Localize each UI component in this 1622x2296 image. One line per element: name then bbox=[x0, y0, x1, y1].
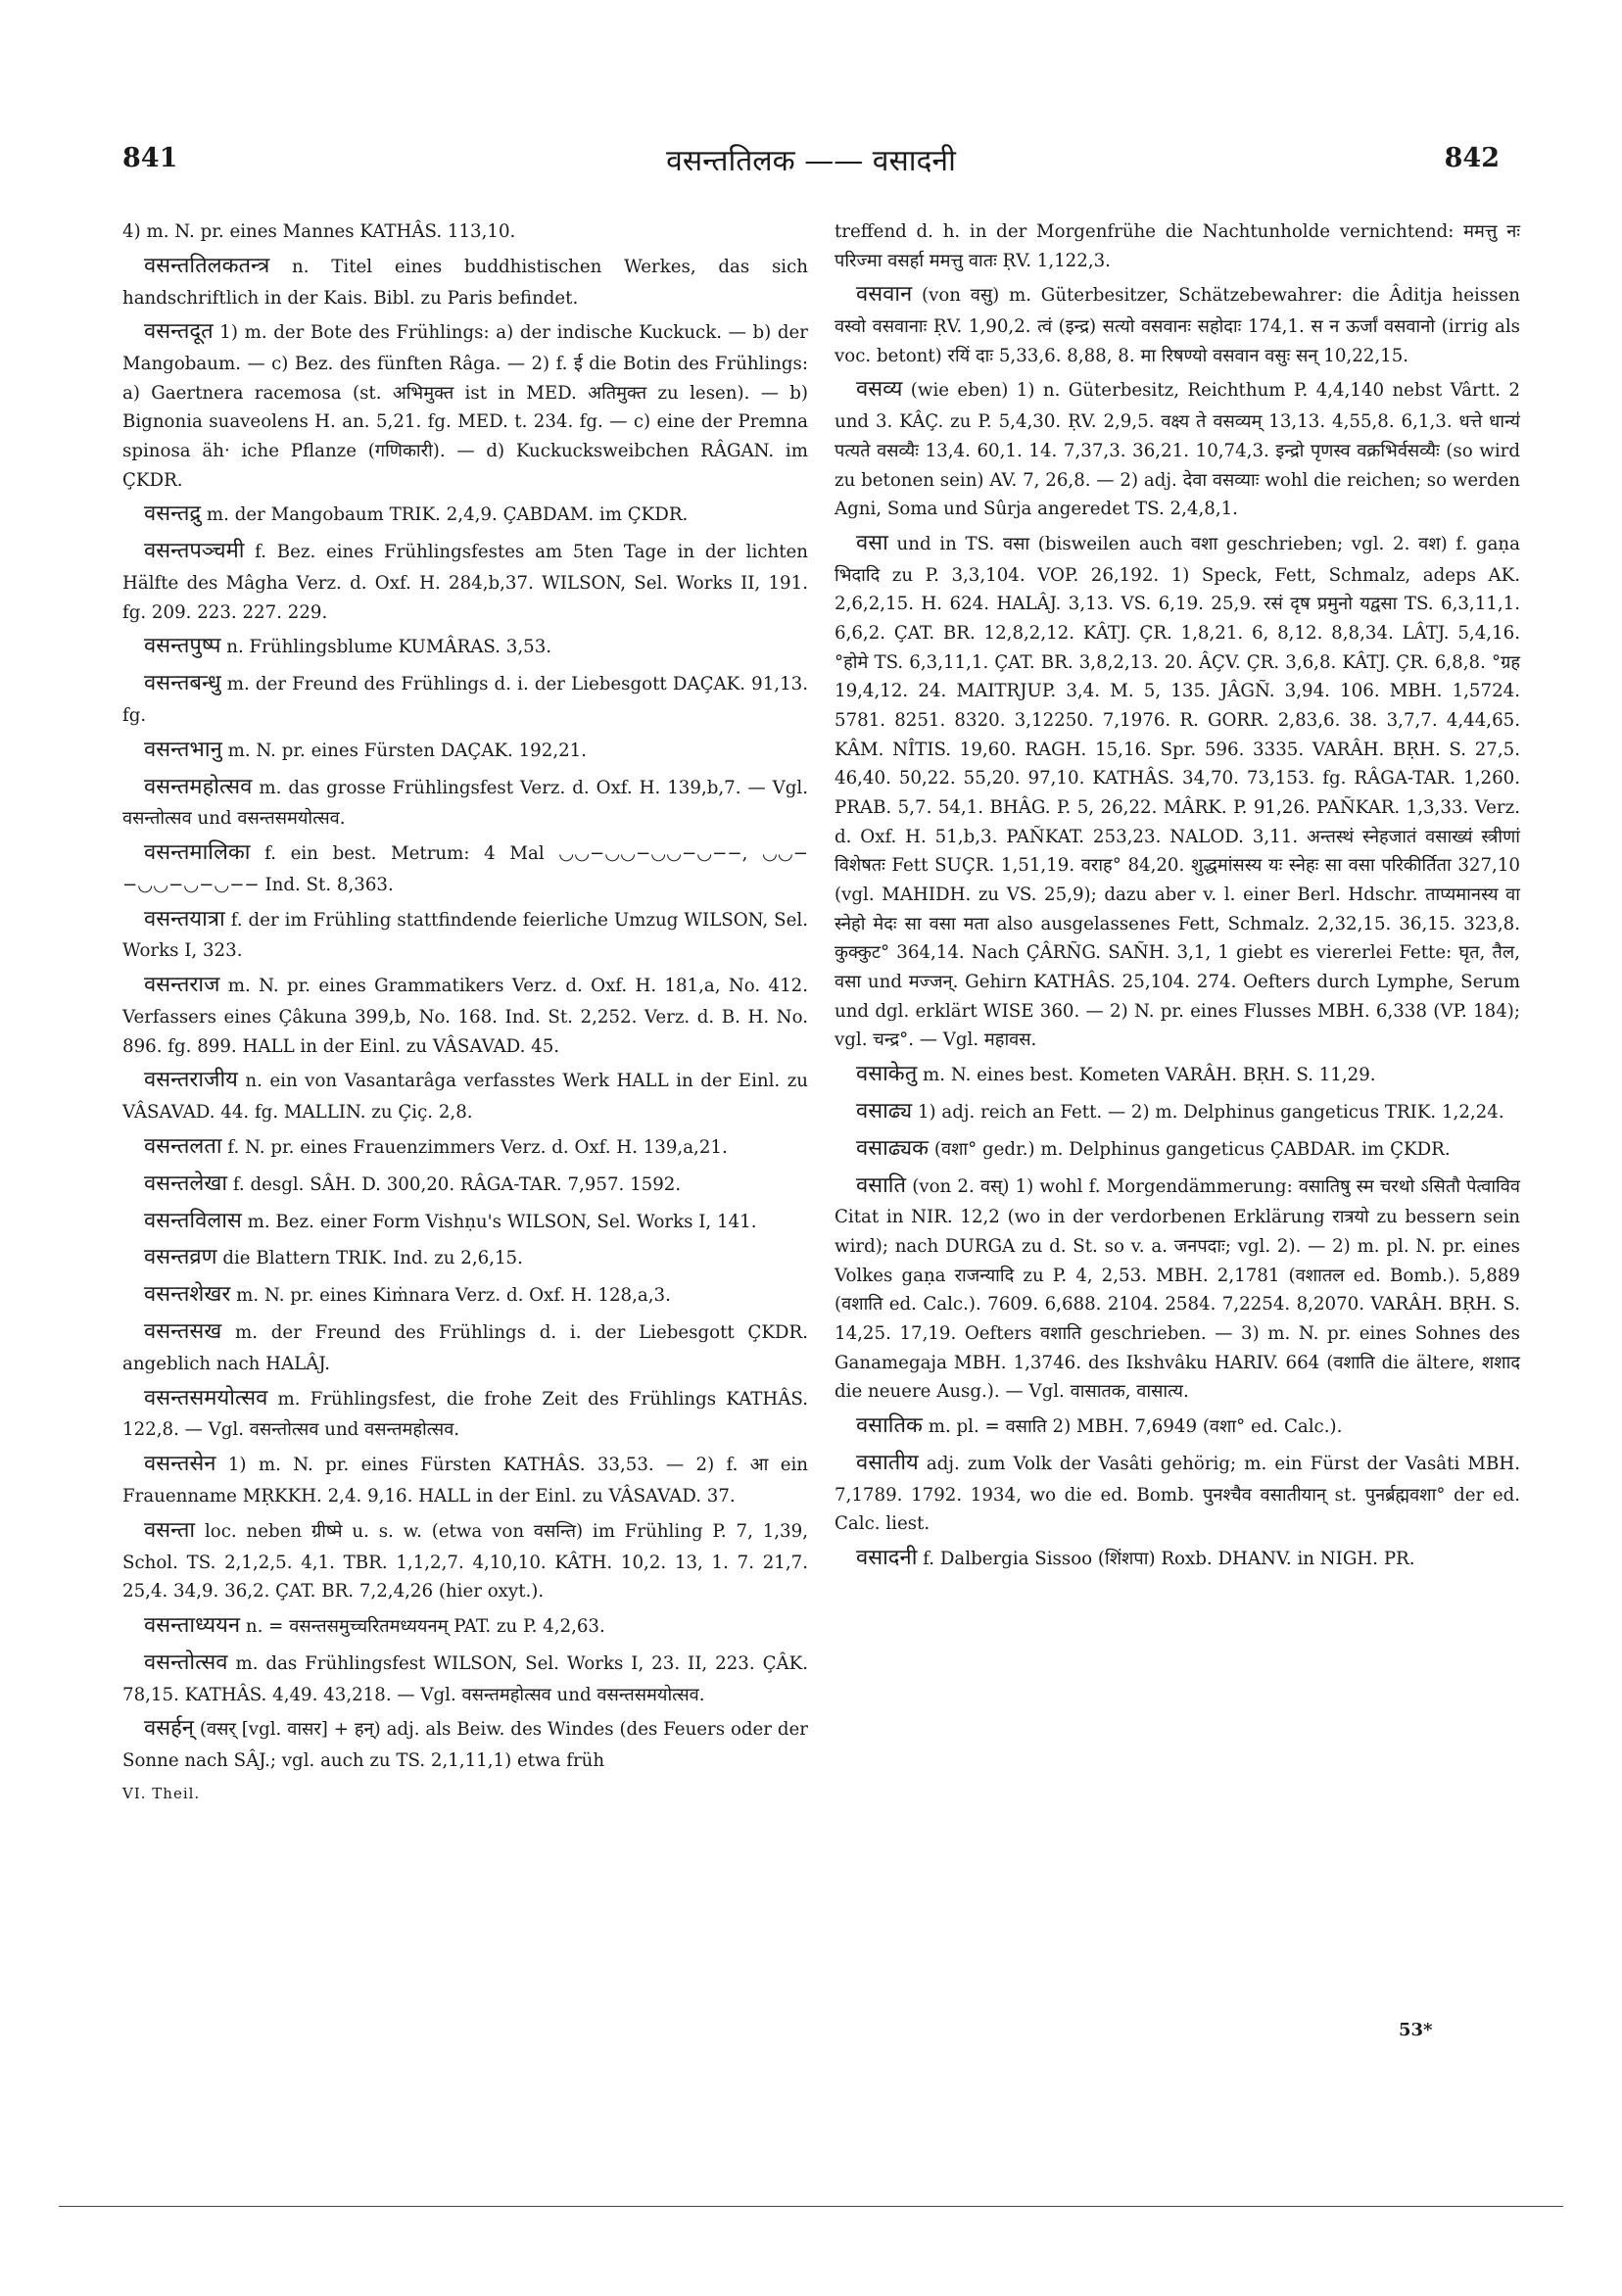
entry-headword: वसव्य bbox=[856, 377, 903, 403]
left-column bbox=[122, 217, 808, 1805]
dictionary-entry bbox=[122, 1063, 808, 1127]
entry-headword: वसन्तविलास bbox=[144, 1208, 242, 1233]
bottom-rule bbox=[59, 2206, 1563, 2207]
entry-headword: वसन्तबन्धु bbox=[144, 671, 221, 696]
entry-text: die Blattern TRIK. Ind. zu 2,6,15. bbox=[216, 1248, 523, 1269]
entry-text: n. ein von Vasantarâga verfasstes Werk HALL in der Einl. zu VÂSAVAD. 44. fg. MALLIN. zu Çiç. 2,8. bbox=[122, 1071, 808, 1124]
dictionary-entry bbox=[122, 666, 808, 731]
entry-headword: वसा bbox=[856, 530, 888, 555]
dictionary-entry bbox=[122, 1447, 808, 1511]
entry-headword: वसन्तसमयोत्सव bbox=[144, 1385, 268, 1411]
entry-headword: वसन्तदूत bbox=[144, 319, 214, 345]
dictionary-entry bbox=[835, 1131, 1520, 1167]
dictionary-entry bbox=[122, 217, 808, 247]
entry-text: m. das Frühlingsfest WILSON, Sel. Works I, 23. II, 223. ÇÂK. 78,15. KATHÂS. 4,49. 43,218. — Vgl. वसन्तमहोत्सव und वसन्तसमयोत्सव. bbox=[122, 1652, 808, 1705]
entry-headword: वसन्तभानु bbox=[144, 737, 222, 762]
volume-note: VI. Theil. bbox=[122, 1784, 201, 1802]
dictionary-entry bbox=[122, 1129, 808, 1165]
entry-text: loc. neben ग्रीष्मे u. s. w. (etwa von वसन्ति) im Frühling P. 7, 1,39, Schol. TS. 2,1,2,5. 4,1. TBR. 1,1,2,7. 4,10,10. KÂTH. 10,2. 13, 1. 7. 21,7. 25,4. 34,9. 36,2. ÇAT. BR. 7,2,4,26 (hier oxyt.). bbox=[122, 1520, 808, 1602]
entry-text: m. N. eines best. Kometen VARÂH. BṚH. S. 11,29. bbox=[917, 1064, 1376, 1085]
entry-headword: वसन्तोत्सव bbox=[144, 1650, 228, 1675]
left-page-number: 841 bbox=[122, 143, 178, 173]
entry-headword: वसर्हन् bbox=[144, 1716, 194, 1742]
entry-headword: वसन्ताध्ययन bbox=[144, 1612, 241, 1638]
dictionary-entry bbox=[835, 372, 1520, 523]
entry-headword: वसन्तपञ्चमी bbox=[144, 539, 245, 564]
entry-text: (von वसु) m. Güterbesitzer, Schätzebewahrer: die Âditja heissen वस्वो वसवानाः ṚV. 1,90,2. त्वं (इन्द्र) सत्यो वसवानः सहोदाः 174,1. स न ऊर्जां वसवानो (irrig als voc. betont) रयिं दाः 5,33,6. 8,88, 8. मा रिषण्यो वसवान वसुः सन् 10,22,15. bbox=[835, 285, 1520, 366]
entry-headword: वसन्तसख bbox=[144, 1319, 222, 1345]
entry-headword: वसन्ततिलकतन्त्र bbox=[144, 253, 270, 278]
dictionary-entry bbox=[122, 770, 808, 835]
entry-headword: वसन्तलता bbox=[144, 1133, 222, 1159]
dictionary-entry bbox=[122, 1315, 808, 1379]
entry-text: m. Frühlingsfest, die frohe Zeit des Frühlings KATHÂS. 122,8. — Vgl. वसन्तोत्सव und वसन्तमहोत्सव. bbox=[122, 1388, 808, 1441]
entry-text: (वशा° gedr.) m. Delphinus gangeticus ÇABDAR. im ÇKDR. bbox=[929, 1138, 1451, 1160]
entry-text: m. N. pr. eines Fürsten DAÇAK. 192,21. bbox=[221, 740, 588, 761]
entry-headword: वसन्तलेखा bbox=[144, 1171, 228, 1196]
entry-headword: वसाढ्यक bbox=[856, 1135, 930, 1161]
dictionary-entry bbox=[835, 1409, 1520, 1444]
entry-text: f. ein best. Metrum: 4 Mal ◡◡−◡◡−◡◡−◡−−, ◡◡−−◡◡−◡−◡−− Ind. St. 8,363. bbox=[122, 843, 808, 895]
dictionary-entry bbox=[122, 629, 808, 664]
entry-text: (wie eben) 1) n. Güterbesitz, Reichthum P. 4,4,140 nebst Vârtt. 2 und 3. KÂÇ. zu P. 5,4,30. ṚV. 2,9,5. वक्ष्य ते वसव्यम् 13,13. 4,55,8. 6,1,3. धत्ते धान्य॑ पत्यते वसव्यैः 13,4. 60,1. 14. 7,37,3. 36,21. 10,74,3. इन्द्रो पृणस्व वक्रभिर्वसव्यैः (so wird zu betonen sein) AV. 7, 26,8. — 2) adj. देवा वसव्याः wohl die reichen; so werden Agni, Soma und Sûrja angeredet TS. 2,4,8,1. bbox=[835, 380, 1520, 520]
running-title: वसन्ततिलक —— वसादनी bbox=[666, 144, 956, 178]
dictionary-entry bbox=[835, 277, 1520, 370]
entry-headword: वसादनी bbox=[856, 1546, 918, 1571]
entry-text: f. der im Frühling stattfindende feierliche Umzug WILSON, Sel. Works I, 323. bbox=[122, 909, 808, 962]
entry-text: (वसर् [vgl. वासर] + हन्) adj. als Beiw. des Windes (des Feuers oder der Sonne nach SÂJ.; vgl. auch zu TS. 2,1,11,1) etwa früh bbox=[122, 1719, 808, 1772]
entry-headword: वसाति bbox=[856, 1172, 907, 1198]
entry-text: m. pl. = वसाति 2) MBH. 7,6949 (वशा° ed. Calc.). bbox=[922, 1416, 1343, 1438]
entry-text: adj. zum Volk der Vasâti gehörig; m. ein Fürst der Vasâti MBH. 7,1789. 1792. 1934, wo die ed. Bomb. पुनश्चैव वसातीयान् st. पुनर्ब्रह्मवशा° der ed. Calc. liest. bbox=[835, 1453, 1520, 1535]
dictionary-entry bbox=[835, 1094, 1520, 1129]
entry-headword: वसन्तयात्रा bbox=[144, 906, 225, 932]
dictionary-entry bbox=[835, 1169, 1520, 1407]
dictionary-entry bbox=[122, 497, 808, 532]
dictionary-entry bbox=[122, 1381, 808, 1446]
entry-text: m. der Freund des Frühlings d. i. der Liebesgott DAÇAK. 91,13. fg. bbox=[122, 674, 808, 727]
dictionary-entry bbox=[122, 968, 808, 1061]
entry-headword: वसातिक bbox=[856, 1413, 923, 1439]
dictionary-entry bbox=[122, 314, 808, 495]
dictionary-entry bbox=[122, 733, 808, 768]
entry-text: (von 2. वस्) 1) wohl f. Morgendämmerung: वसातिषु स्म चरथो ऽसितौ पेत्वाविव Citat in NIR. 12,2 (wo in der verdorbenen Erklärung रात्रयो zu bessern sein wird); nach DURGA zu d. St. so v. a. जनपदाः; vgl. 2). — 2) m. pl. N. pr. eines Volkes gaṇa राजन्यादि zu P. 4, 2,53. MBH. 2,1781 (वशातल ed. Bomb.). 5,889 (वशाति ed. Calc.). 7609. 6,688. 2104. 2584. 7,2254. 8,2070. VARÂH. BṚH. S. 14,25. 17,19. Oefters वशाति geschrieben. — 3) m. N. pr. eines Sohnes des Ganamegaja MBH. 1,3746. des Ikshvâku HARIV. 664 (वशाति die ältere, शशाद die neuere Ausg.). — Vgl. वासातक, वासात्य. bbox=[835, 1175, 1520, 1403]
dictionary-entry bbox=[835, 217, 1520, 275]
sheet-signature: 53* bbox=[1399, 2020, 1433, 2040]
entry-text: treffend d. h. in der Morgenfrühe die Nachtunholde vernichtend: ममत्तु नः परिज्मा वसर्हा ममत्तु वातः ṚV. 1,122,3. bbox=[835, 221, 1520, 271]
entry-text: n. = वसन्तसमुच्चरितमध्ययनम् PAT. zu P. 4,2,63. bbox=[240, 1615, 605, 1637]
entry-headword: वसातीय bbox=[856, 1450, 919, 1475]
dictionary-entry bbox=[835, 1446, 1520, 1539]
entry-headword: वसाढ्य bbox=[856, 1098, 913, 1124]
entry-headword: वसन्तद्रु bbox=[144, 502, 202, 527]
dictionary-entry bbox=[835, 526, 1520, 1055]
entry-text: 1) m. N. pr. eines Fürsten KATHÂS. 33,53. — 2) f. आ ein Frauenname MṚKKH. 2,4. 9,16. HALL in der Einl. zu VÂSAVAD. 37. bbox=[122, 1455, 808, 1507]
entry-headword: वसाकेतु bbox=[856, 1061, 918, 1086]
entry-headword: वसन्तराज bbox=[144, 973, 220, 998]
dictionary-entry bbox=[122, 1608, 808, 1644]
entry-headword: वसवान bbox=[856, 282, 913, 308]
entry-headword: वसन्तमहोत्सव bbox=[144, 774, 253, 799]
dictionary-entry bbox=[122, 1513, 808, 1606]
entry-text: m. N. pr. eines Kiṁnara Verz. d. Oxf. H. 128,a,3. bbox=[230, 1285, 671, 1307]
dictionary-entry bbox=[122, 1204, 808, 1239]
entry-headword: वसन्ता bbox=[144, 1517, 196, 1543]
entry-text: f. N. pr. eines Frauenzimmers Verz. d. Oxf. H. 139,a,21. bbox=[221, 1136, 728, 1158]
entry-headword: वसन्तराजीय bbox=[144, 1068, 238, 1093]
entry-text: m. Bez. einer Form Vishṇu's WILSON, Sel. Works I, 141. bbox=[241, 1211, 757, 1232]
dictionary-entry bbox=[122, 1711, 808, 1776]
entry-headword: वसन्तसेन bbox=[144, 1452, 216, 1477]
entry-text: 4) m. N. pr. eines Mannes KATHÂS. 113,10. bbox=[122, 221, 516, 242]
entry-text: f. desgl. SÂH. D. 300,20. RÂGA-TAR. 7,957. 1592. bbox=[227, 1173, 682, 1195]
entry-text: m. N. pr. eines Grammatikers Verz. d. Oxf. H. 181,a, No. 412. Verfassers eines Çâkuna 399,b, No. 168. Ind. St. 2,252. Verz. d. B. H. No. 896. fg. 899. HALL in der Einl. zu VÂSAVAD. 45. bbox=[122, 976, 808, 1057]
dictionary-entry bbox=[122, 836, 808, 900]
dictionary-entry bbox=[835, 1057, 1520, 1092]
entry-text: und in TS. वसा (bisweilen auch वशा geschrieben; vgl. 2. वश) f. gaṇa भिदादि zu P. 3,3,104. VOP. 26,192. 1) Speck, Fett, Schmalz, adeps AK. 2,6,2,15. H. 624. HALÂJ. 3,13. VS. 6,19. 25,9. रसं दृष प्रमुनो यद्वसा TS. 6,3,11,1. 6,6,2. ÇAT. BR. 12,8,2,12. KÂTJ. ÇR. 1,8,21. 6, 8,12. 8,8,34. LÂTJ. 5,4,16. °होमे TS. 6,3,11,1. ÇAT. BR. 3,8,2,13. 20. ÂÇV. ÇR. 3,6,8. KÂTJ. ÇR. 6,8,8. °ग्रह 19,4,12. 24. MAITRJUP. 3,4. M. 5, 135. JÂGÑ. 3,94. 106. MBH. 1,5724. 5781. 8251. 8320. 3,12250. 7,1976. R. GORR. 2,83,6. 38. 3,7,7. 4,44,65. KÂM. NÎTIS. 19,60. RAGH. 15,16. Spr. 596. 3335. VARÂH. BṚH. S. 27,5. 46,40. 50,22. 55,20. 97,10. KATHÂS. 34,70. 73,153. fg. RÂGA-TAR. 1,260. PRAB. 5,7. 54,1. BHÂG. P. 5, 26,22. MÂRK. P. 91,26. PAÑKAR. 1,3,33. Verz. d. Oxf. H. 51,b,3. PAÑKAT. 253,23. NALOD. 3,11. अन्तस्थं स्नेहजातं वसाख्यं स्त्रीणां विशेषतः Fett SUÇR. 1,51,19. वराह° 84,20. शुद्धमांसस्य यः स्नेहः सा वसा परिकीर्तिता 327,10 (vgl. MAHIDH. zu VS. 25,9); dazu aber v. l. einer Berl. Hdschr. ताप्यमानस्य वा स्नेहो मेदः सा वसा मता also ausgelassenes Fett, Schmalz. 2,32,15. 36,15. 323,8. कुक्कुट° 364,14. Nach ÇÂRÑG. SAÑH. 3,1, 1 giebt es viererlei Fette: घृत, तैल, वसा und मज्जन्. Gehirn KATHÂS. 25,104. 274. Oefters durch Lymphe, Serum und dgl. erklärt WISE 360. — 2) N. pr. eines Flusses MBH. 6,338 (VP. 184); vgl. चन्द्र°. — Vgl. महावस. bbox=[835, 533, 1520, 1051]
entry-headword: वसन्तमालिका bbox=[144, 840, 251, 866]
dictionary-entry bbox=[122, 1167, 808, 1202]
dictionary-entry bbox=[122, 1277, 808, 1313]
entry-text: m. das grosse Frühlingsfest Verz. d. Oxf. H. 139,b,7. — Vgl. वसन्तोत्सव und वसन्तसमयोत्सव. bbox=[122, 777, 808, 830]
dictionary-entry bbox=[122, 1646, 808, 1710]
entry-text: n. Titel eines buddhistischen Werkes, das sich handschriftlich in der Kais. Bibl. zu Paris befindet. bbox=[122, 256, 808, 309]
entry-headword: वसन्तशेखर bbox=[144, 1282, 231, 1308]
right-page-number: 842 bbox=[1444, 143, 1500, 173]
entry-text: m. der Freund des Frühlings d. i. der Liebesgott ÇKDR. angeblich nach HALÂJ. bbox=[122, 1322, 808, 1374]
dictionary-entry bbox=[122, 534, 808, 627]
entry-text: f. Dalbergia Sissoo (शिंशपा) Roxb. DHANV. in NIGH. PR. bbox=[917, 1549, 1415, 1570]
entry-text: 1) adj. reich an Fett. — 2) m. Delphinus gangeticus TRIK. 1,2,24. bbox=[912, 1101, 1504, 1123]
entry-text: m. der Mangobaum TRIK. 2,4,9. ÇABDAM. im ÇKDR. bbox=[201, 504, 689, 526]
dictionary-entry bbox=[122, 1240, 808, 1275]
entry-headword: वसन्तपुष्प bbox=[144, 634, 221, 659]
dictionary-entry bbox=[122, 249, 808, 313]
dictionary-entry bbox=[835, 1541, 1520, 1576]
right-column bbox=[835, 217, 1520, 1578]
entry-text: 1) m. der Bote des Frühlings: a) der indische Kuckuck. — b) der Mangobaum. — c) Bez. des fünften Râga. — 2) f. ई die Botin des Frühlings: a) Gaertnera racemosa (st. अभिमुक्त ist in MED. अतिमुक्त zu lesen). — b) Bignonia suaveolens H. an. 5,21. fg. MED. t. 234. fg. — c) eine der Premna spinosa äh· iche Pflanze (गणिकारी). — d) Kuckucksweibchen RÂGAN. im ÇKDR. bbox=[122, 322, 808, 491]
entry-text: f. Bez. eines Frühlingsfestes am 5ten Tage in der lichten Hälfte des Mâgha Verz. d. Oxf. H. 284,b,37. WILSON, Sel. Works II, 191. fg. 209. 223. 227. 229. bbox=[122, 542, 808, 623]
entry-text: n. Frühlingsblume KUMÂRAS. 3,53. bbox=[220, 637, 552, 658]
entry-headword: वसन्तव्रण bbox=[144, 1245, 217, 1270]
dictionary-entry bbox=[122, 902, 808, 967]
